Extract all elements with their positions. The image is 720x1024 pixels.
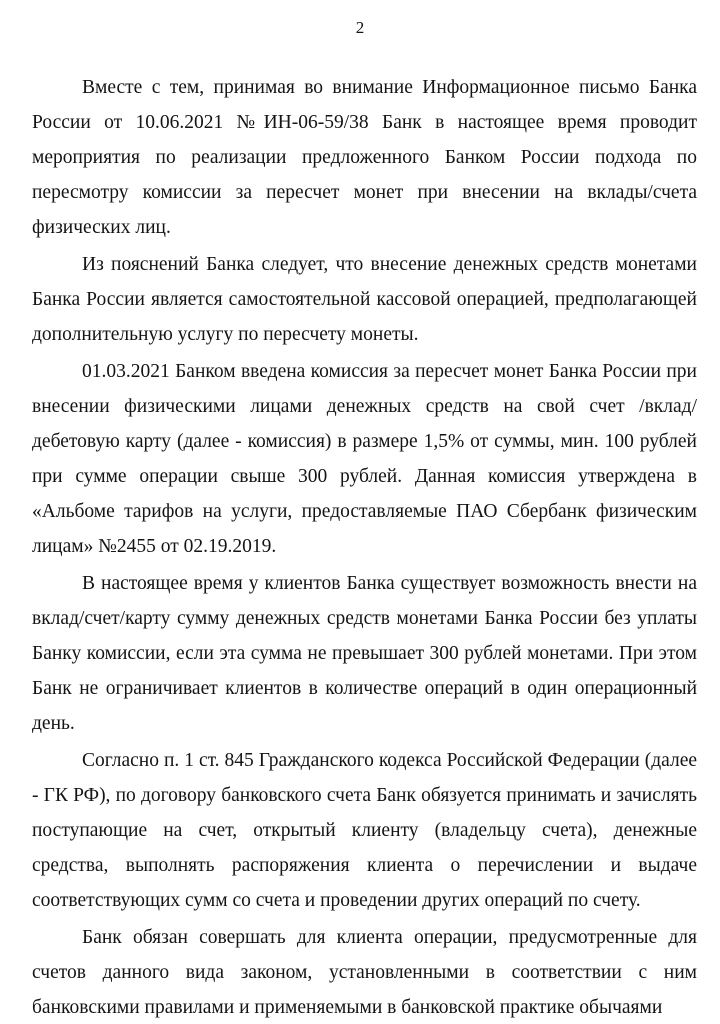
paragraph: Вместе с тем, принимая во внимание Информационное письмо Банка России от 10.06.2021 №ИН-06-59/38 Банк в настоящее время проводит мероприятия по реализации предложенного Банком России подхода по пересмотру комиссии за пересчет монет при внесении на вклады/счета физических лиц. <box>32 77 697 238</box>
paragraph: Банк обязан совершать для клиента операции, предусмотренные для счетов данного вида законом, установленными в соответствии с ним банковскими правилами и применяемыми в банковской практике обычаями <box>32 927 697 1018</box>
paragraph: Из пояснений Банка следует, что внесение денежных средств монетами Банка России является самостоятельной кассовой операцией, предполагающей дополнительную услугу по пересчету монеты. <box>32 254 697 345</box>
paragraph: Согласно п. 1 ст. 845 Гражданского кодекса Российской Федерации (далее - ГК РФ), по договору банковского счета Банк обязуется принимать и зачислять поступающие на счет, открытый клиенту (владельцу счета), денежные средства, выполнять распоряжения клиента о перечислении и выдаче соответствующих сумм со счета и проведении других операций по счету. <box>32 750 697 911</box>
document-body <box>32 70 697 1024</box>
page-number: 2 <box>355 18 365 37</box>
paragraph: 01.03.2021 Банком введена комиссия за пересчет монет Банка России при внесении физическими лицами денежных средств на свой счет /вклад/дебетовую карту (далее - комиссия) в размере 1,5% от суммы, мин. 100 рублей при сумме операции свыше 300 рублей. Данная комиссия утверждена в «Альбоме тарифов на услуги, предоставляемые ПАО Сбербанк физическим лицам» №2455 от 02.19.2019. <box>32 361 697 557</box>
paragraph: В настоящее время у клиентов Банка существует возможность внести на вклад/счет/карту сумму денежных средств монетами Банка России без уплаты Банку комиссии, если эта сумма не превышает 300 рублей монетами. При этом Банк не ограничивает клиентов в количестве операций в один операционный день. <box>32 573 697 734</box>
